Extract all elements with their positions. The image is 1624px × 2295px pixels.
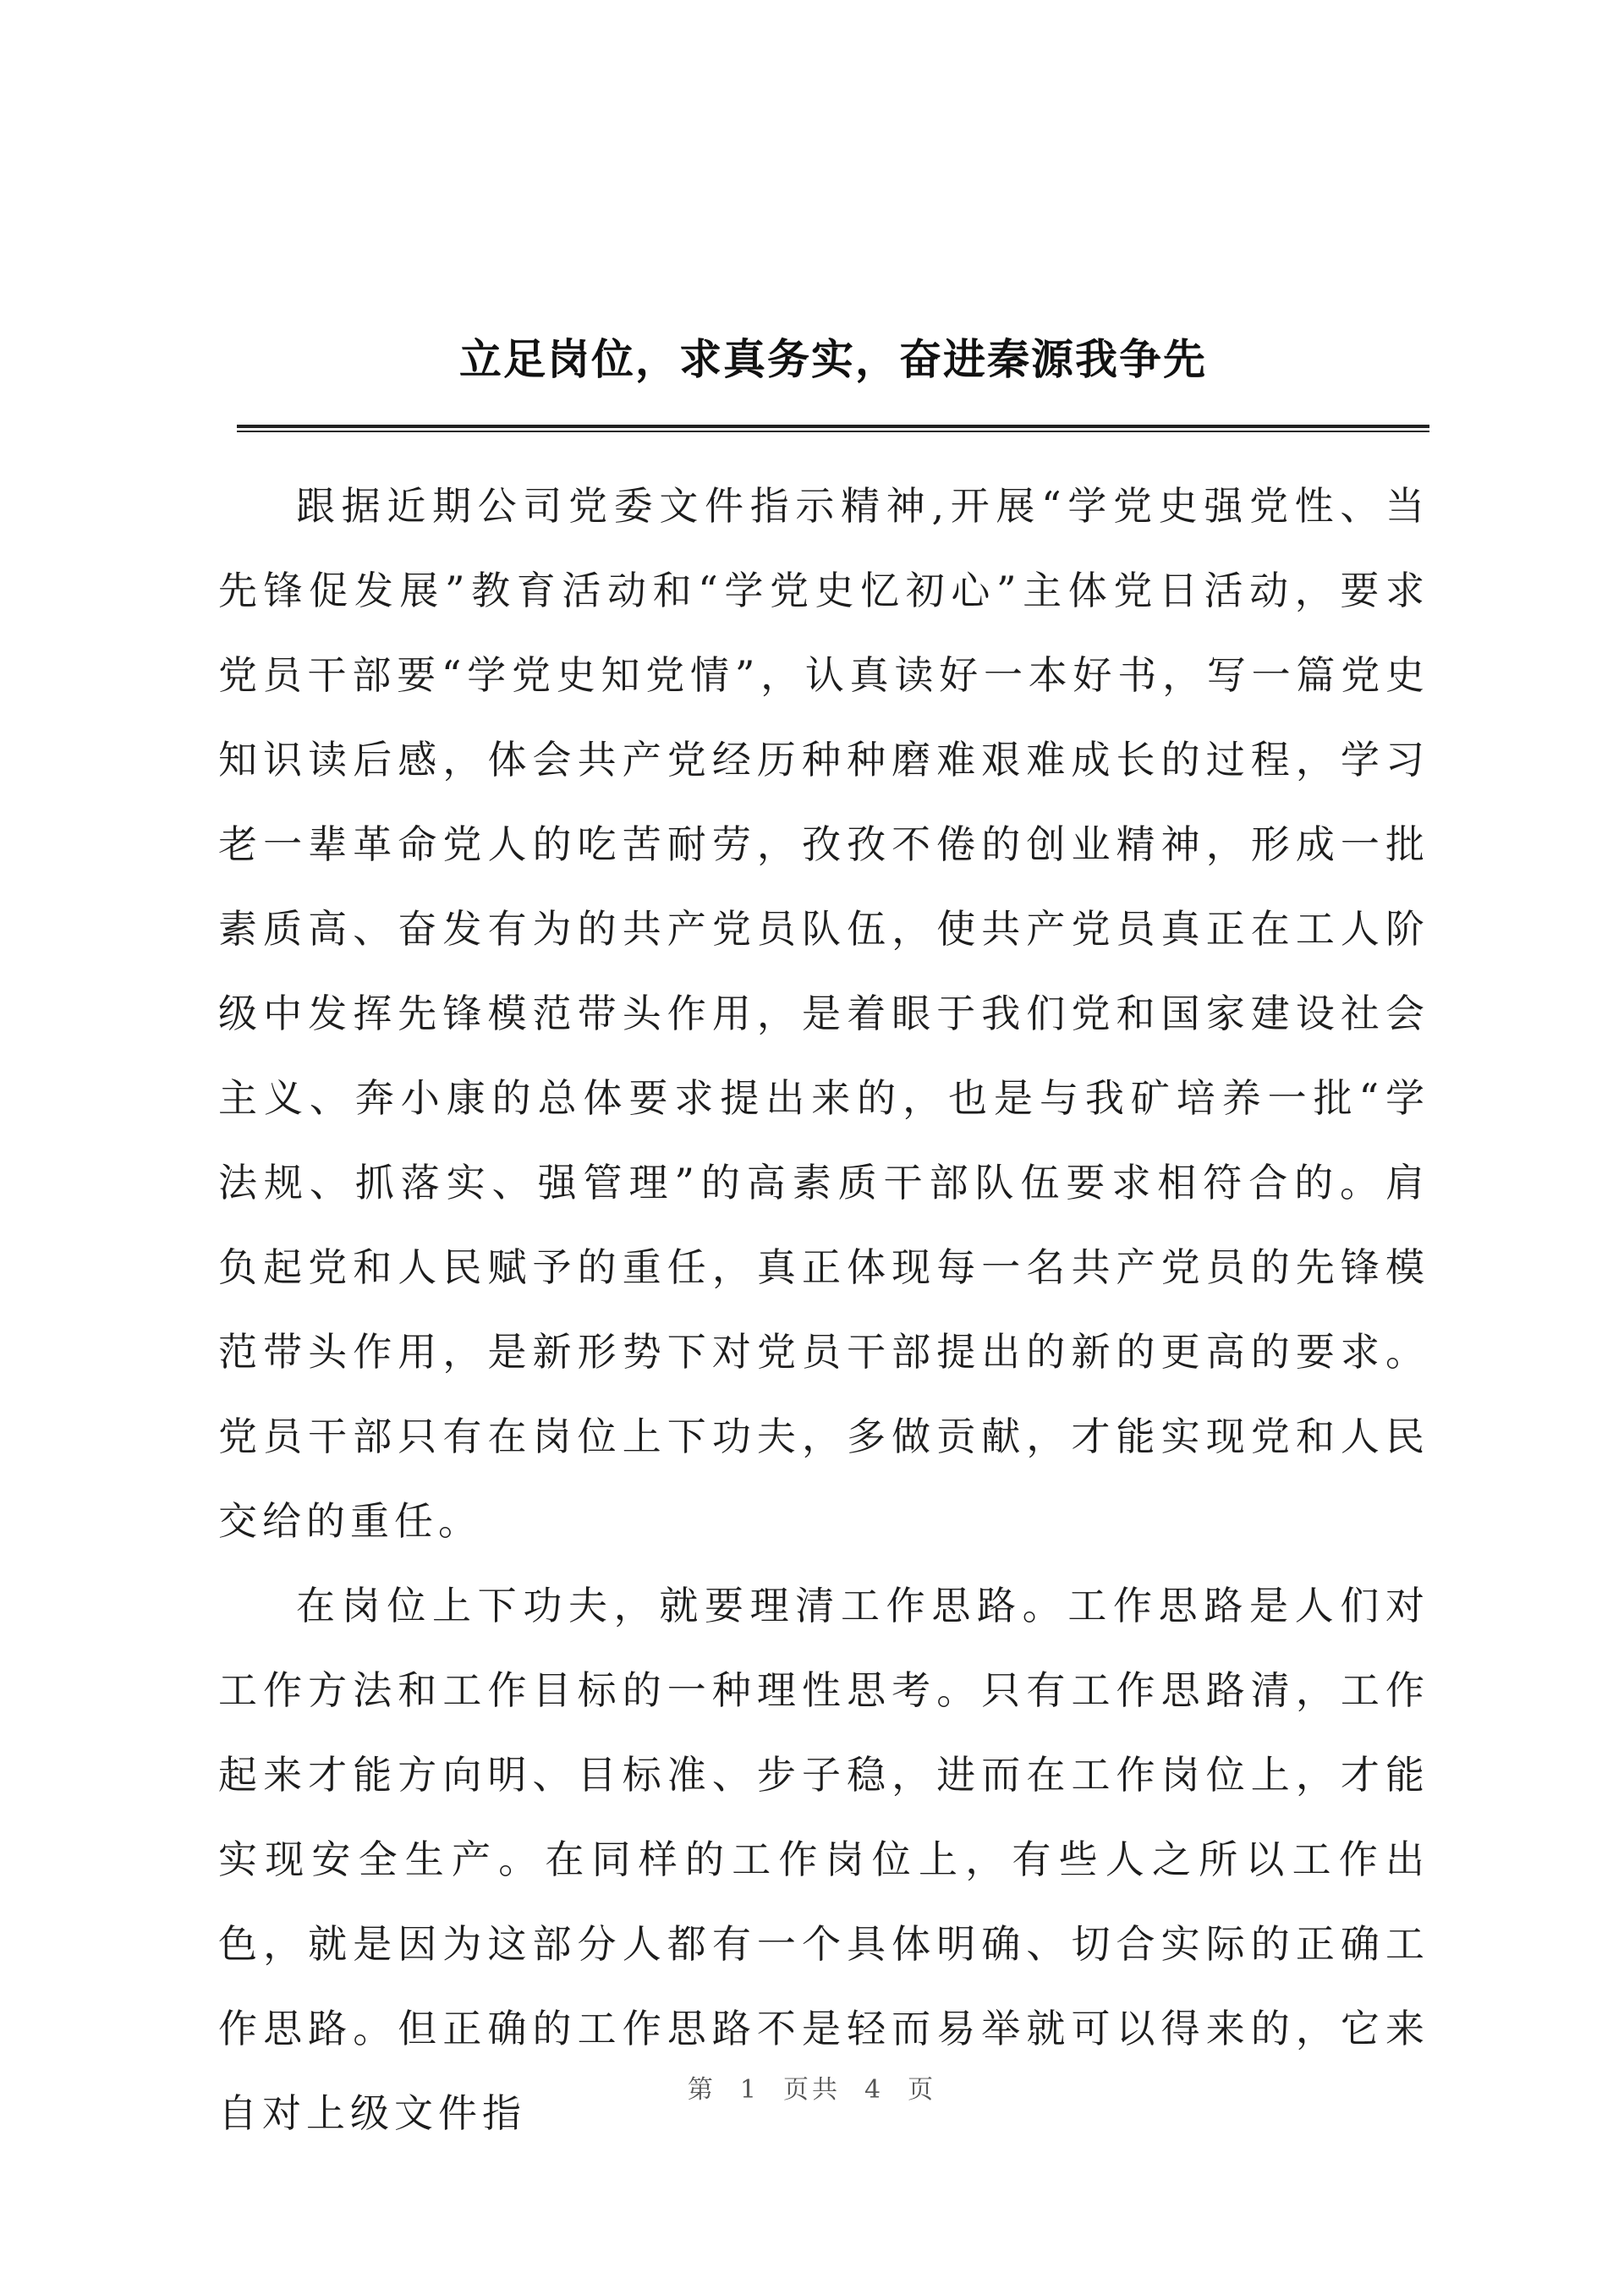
footer-mid: 页共 <box>783 2075 841 2105</box>
document-title: 立足岗位，求真务实，奋进秦源我争先 <box>459 334 1207 384</box>
page-current: 1 <box>739 2075 760 2105</box>
document-body <box>218 464 1429 2155</box>
page-total: 4 <box>864 2075 885 2105</box>
paragraph: 跟据近期公司党委文件指示精神,开展“学党史强党性、当先锋促发展”教育活动和“学党史忆初心”主体党日活动，要求党员干部要“学党史知党情”，认真读好一本好书，写一篇党史知识读后感，体会共产党经历种种磨难艰难成长的过程，学习老一辈革命党人的吃苦耐劳，孜孜不倦的创业精神，形成一批素质高、奋发有为的共产党员队伍，使共产党员真正在工人阶级中发挥先锋模范带头作用，是着眼于我们党和国家建设社会主义、奔小康的总体要求提出来的，也是与我矿培养一批“学法规、抓落实、强管理”的高素质干部队伍要求相符合的。肩负起党和人民赋予的重任，真正体现每一名共产党员的先锋模范带头作用，是新形势下对党员干部提出的新的更高的要求。党员干部只有在岗位上下功夫，多做贡献，才能实现党和人民交给的重任。 <box>218 483 1429 1544</box>
footer-suffix: 页 <box>908 2075 937 2105</box>
paragraph: 在岗位上下功夫，就要理清工作思路。工作思路是人们对工作方法和工作目标的一种理性思考。只有工作思路清，工作起来才能方向明、目标准、步子稳，进而在工作岗位上，才能实现安全生产。在同样的工作岗位上，有些人之所以工作出色，就是因为这部分人都有一个具体明确、切合实际的正确工作思路。但正确的工作思路不是轻而易举就可以得来的，它来自对上级文件指 <box>218 1583 1429 2136</box>
title-divider <box>237 425 1429 432</box>
footer-prefix: 第 <box>687 2075 716 2105</box>
page-footer <box>0 2068 1624 2106</box>
